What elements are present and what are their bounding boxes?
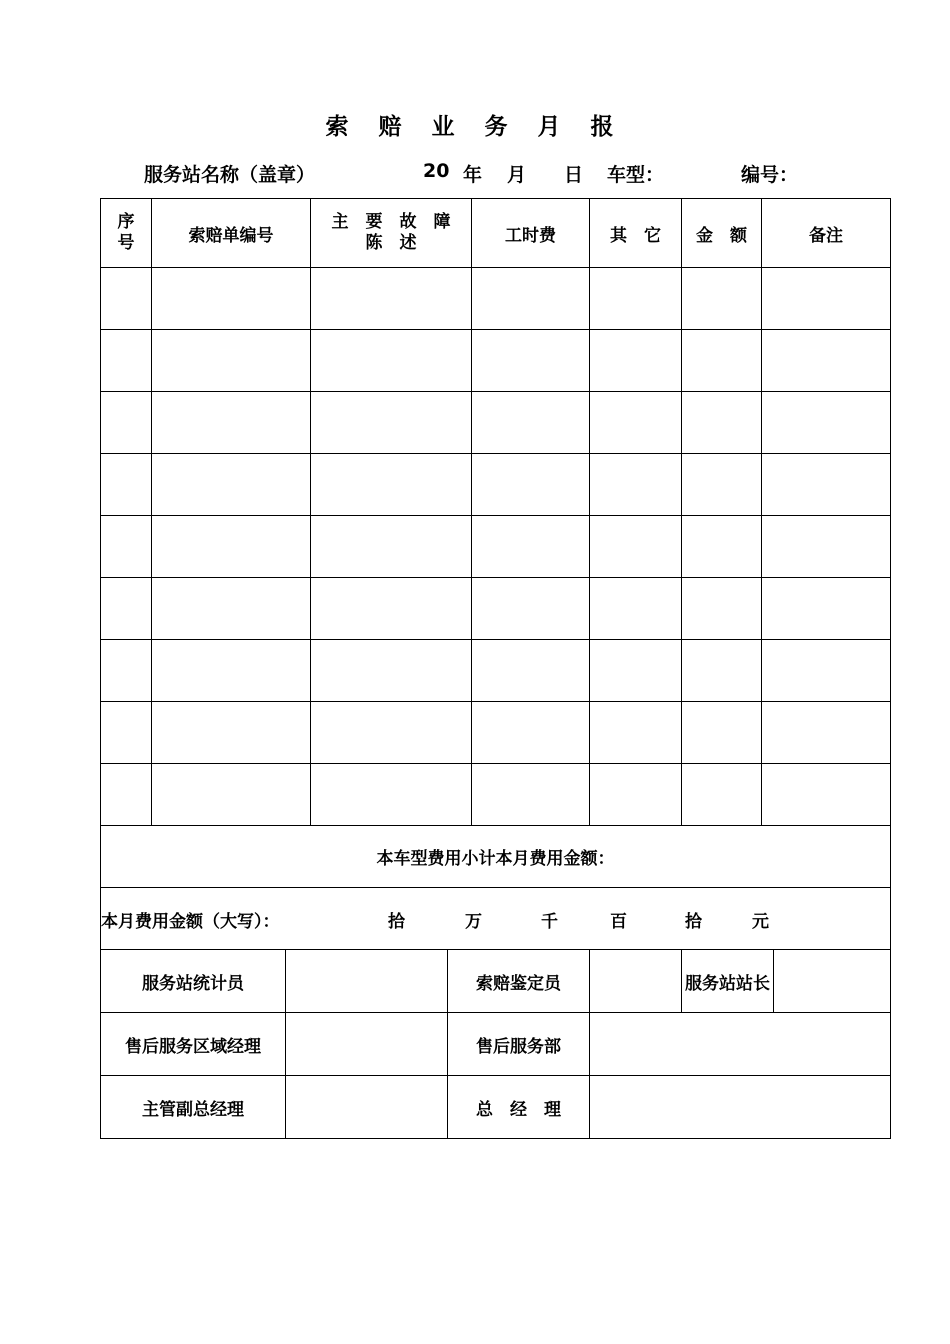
header-amount: 金 额 (682, 199, 762, 268)
cell-claim-no[interactable] (152, 330, 311, 392)
unit-shi-2: 拾 (685, 912, 702, 932)
year-label: 年 (463, 164, 483, 186)
cell-remark[interactable] (762, 330, 891, 392)
cell-amount[interactable] (682, 454, 762, 516)
vp-sign[interactable] (286, 1076, 448, 1139)
cell-labor[interactable] (472, 516, 590, 578)
cell-amount[interactable] (682, 268, 762, 330)
unit-bai: 百 (610, 912, 627, 932)
region-manager-sign[interactable] (286, 1013, 448, 1076)
unit-yuan: 元 (752, 912, 769, 932)
cell-amount[interactable] (682, 578, 762, 640)
cell-fault-desc[interactable] (311, 330, 472, 392)
header-fault-desc: 主 要 故 障 陈 述 (311, 199, 472, 268)
cell-other[interactable] (590, 640, 682, 702)
unit-wan: 万 (465, 912, 482, 932)
header-claim-no: 索赔单编号 (152, 199, 311, 268)
region-manager-label: 售后服务区域经理 (101, 1013, 286, 1076)
number-label: 编号： (741, 164, 799, 186)
unit-qian: 千 (541, 912, 558, 932)
month-label: 月 (507, 164, 527, 186)
cell-claim-no[interactable] (152, 268, 311, 330)
amount-caps-row (101, 888, 891, 950)
cell-amount[interactable] (682, 516, 762, 578)
cell-claim-no[interactable] (152, 702, 311, 764)
cell-remark[interactable] (762, 268, 891, 330)
cell-other[interactable] (590, 764, 682, 826)
vp-label: 主管副总经理 (101, 1076, 286, 1139)
cell-labor[interactable] (472, 330, 590, 392)
cell-other[interactable] (590, 392, 682, 454)
cell-fault-desc[interactable] (311, 454, 472, 516)
cell-fault-desc[interactable] (311, 392, 472, 454)
cell-labor[interactable] (472, 578, 590, 640)
cell-labor[interactable] (472, 702, 590, 764)
cell-remark[interactable] (762, 702, 891, 764)
subtotal-label[interactable]: 本车型费用小计本月费用金额： (101, 826, 891, 888)
cell-fault-desc[interactable] (311, 640, 472, 702)
claim-appraiser-sign[interactable] (590, 950, 682, 1013)
cell-amount[interactable] (682, 330, 762, 392)
unit-shi-1: 拾 (388, 912, 405, 932)
cell-seq[interactable] (101, 640, 152, 702)
cell-labor[interactable] (472, 764, 590, 826)
cell-seq[interactable] (101, 454, 152, 516)
cell-claim-no[interactable] (152, 516, 311, 578)
header-remark: 备注 (762, 199, 891, 268)
year-prefix: 20 (423, 160, 450, 182)
cell-amount[interactable] (682, 392, 762, 454)
cell-seq[interactable] (101, 764, 152, 826)
cell-seq[interactable] (101, 702, 152, 764)
station-stat-label: 服务站统计员 (101, 950, 286, 1013)
amount-caps-cell[interactable] (101, 888, 891, 950)
cell-remark[interactable] (762, 764, 891, 826)
cell-claim-no[interactable] (152, 578, 311, 640)
table-header-row (101, 199, 891, 268)
cell-claim-no[interactable] (152, 392, 311, 454)
table-row (101, 578, 891, 640)
table-row (101, 516, 891, 578)
cell-labor[interactable] (472, 454, 590, 516)
cell-claim-no[interactable] (152, 640, 311, 702)
cell-fault-desc[interactable] (311, 268, 472, 330)
cell-seq[interactable] (101, 330, 152, 392)
cell-remark[interactable] (762, 640, 891, 702)
subtotal-row (101, 826, 891, 888)
car-model-label: 车型： (607, 164, 665, 186)
cell-amount[interactable] (682, 764, 762, 826)
cell-other[interactable] (590, 330, 682, 392)
cell-labor[interactable] (472, 392, 590, 454)
aftersales-dept-sign[interactable] (590, 1013, 891, 1076)
cell-other[interactable] (590, 268, 682, 330)
station-name-label: 服务站名称（盖章） (144, 164, 316, 186)
table-row (101, 268, 891, 330)
signature-row (101, 950, 891, 1013)
cell-fault-desc[interactable] (311, 516, 472, 578)
cell-other[interactable] (590, 578, 682, 640)
report-subheader (0, 160, 950, 188)
cell-labor[interactable] (472, 268, 590, 330)
cell-remark[interactable] (762, 392, 891, 454)
cell-remark[interactable] (762, 578, 891, 640)
cell-remark[interactable] (762, 516, 891, 578)
day-label: 日 (564, 164, 584, 186)
table-row (101, 640, 891, 702)
page-title: 索 赔 业 务 月 报 (325, 114, 625, 140)
cell-other[interactable] (590, 702, 682, 764)
gm-label: 总 经 理 (448, 1076, 590, 1139)
cell-seq[interactable] (101, 516, 152, 578)
amount-caps-label: 本月费用金额（大写）： (101, 912, 280, 932)
cell-claim-no[interactable] (152, 454, 311, 516)
cell-remark[interactable] (762, 454, 891, 516)
claim-appraiser-label: 索赔鉴定员 (448, 950, 590, 1013)
cell-amount[interactable] (682, 702, 762, 764)
table-row (101, 764, 891, 826)
cell-labor[interactable] (472, 640, 590, 702)
cell-fault-desc[interactable] (311, 578, 472, 640)
header-seq: 序 号 (101, 199, 152, 268)
station-head-label: 服务站站长 (682, 950, 774, 1013)
header-labor: 工时费 (472, 199, 590, 268)
gm-sign[interactable] (590, 1076, 891, 1139)
signature-row (101, 1013, 891, 1076)
aftersales-dept-label: 售后服务部 (448, 1013, 590, 1076)
cell-other[interactable] (590, 454, 682, 516)
cell-seq[interactable] (101, 268, 152, 330)
station-stat-sign[interactable] (286, 950, 448, 1013)
cell-fault-desc[interactable] (311, 702, 472, 764)
signature-row (101, 1076, 891, 1139)
station-head-sign[interactable] (774, 950, 891, 1013)
cell-fault-desc[interactable] (311, 764, 472, 826)
header-other: 其 它 (590, 199, 682, 268)
cell-seq[interactable] (101, 392, 152, 454)
cell-seq[interactable] (101, 578, 152, 640)
table-row (101, 330, 891, 392)
table-row (101, 454, 891, 516)
cell-amount[interactable] (682, 640, 762, 702)
claim-report-table (100, 198, 891, 1139)
table-row (101, 702, 891, 764)
cell-claim-no[interactable] (152, 764, 311, 826)
cell-other[interactable] (590, 516, 682, 578)
table-row (101, 392, 891, 454)
